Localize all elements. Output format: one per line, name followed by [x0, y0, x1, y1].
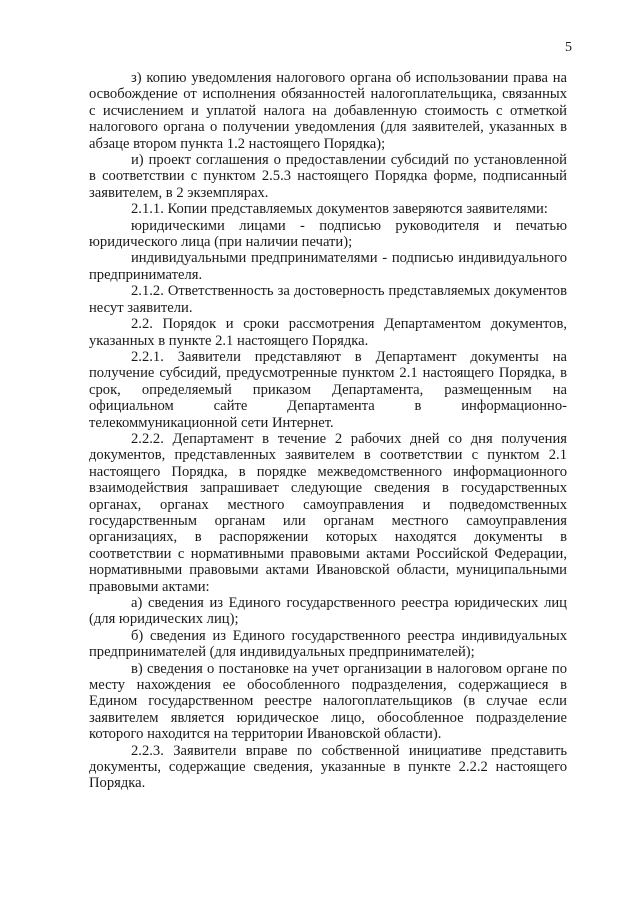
paragraph-2-2-1: 2.2.1. Заявители представляют в Департамент документы на получение субсидий, предусмотренные пунктом 2.1 настоящего Порядка, в срок, определяемый приказом Департамента, размещенным на официальном сайте Департамента в информационно-телекоммуникационной сети Интернет.	[89, 348, 567, 431]
paragraph-individual-entrepreneurs: индивидуальными предпринимателями - подписью индивидуального предпринимателя.	[89, 250, 567, 283]
paragraph-2-1-1: 2.1.1. Копии представляемых документов заверяются заявителями:	[131, 201, 548, 218]
paragraph-item-v: в) сведения о постановке на учет организации в налоговом органе по месту нахождения ее обособленного подразделения, содержащиеся в Едином государственном реестре налогоплательщиков (в случае если заявителем является юридическое лицо, обособленное подразделение которого находится на территории Ивановской области).	[89, 660, 567, 743]
paragraph-item-b: б) сведения из Единого государственного реестра индивидуальных предпринимателей (для индивидуальных предпринимателей);	[89, 627, 567, 661]
paragraph-2-1-2: 2.1.2. Ответственность за достоверность представляемых документов несут заявители.	[89, 283, 567, 316]
paragraph-legal-entities: юридическими лицами - подписью руководителя и печатью юридического лица (при наличии печати);	[89, 217, 567, 251]
paragraph-2-2-3: 2.2.3. Заявители вправе по собственной инициативе представить документы, содержащие сведения, указанные в пункте 2.2.2 настоящего Порядка.	[89, 742, 567, 792]
paragraph-2-2: 2.2. Порядок и сроки рассмотрения Департаментом документов, указанных в пункте 2.1 настоящего Порядка.	[89, 316, 567, 349]
paragraph-item-i: и) проект соглашения о предоставлении субсидий по установленной в соответствии с пунктом 2.5.3 настоящего Порядка форме, подписанный заявителем, в 2 экземплярах.	[89, 152, 567, 201]
paragraph-2-2-2: 2.2.2. Департамент в течение 2 рабочих дней со дня получения документов, представленных заявителем в соответствии с пунктом 2.1 настоящего Порядка, в порядке межведомственного информационного взаимодействия запрашивает следующие сведения в государственных органах, органах местного самоуправления и подведомственных государственным органам или органам местного самоуправления организациях, в распоряжении которых находятся документы в соответствии с нормативными правовыми актами Российской Федерации, нормативными правовыми актами Ивановской области, муниципальными правовыми актами:	[89, 430, 567, 595]
document-body	[89, 70, 567, 792]
paragraph-item-z: з) копию уведомления налогового органа об использовании права на освобождение от исполнения обязанностей налогоплательщика, связанных с исчислением и уплатой налога на добавленную стоимость с отметкой налогового органа о получении уведомления (для заявителей, указанных в абзаце втором пункта 1.2 настоящего Порядка);	[89, 70, 567, 152]
paragraph-item-a: а) сведения из Единого государственного реестра юридических лиц (для юридических лиц);	[89, 595, 567, 628]
page-number: 5	[565, 40, 572, 55]
